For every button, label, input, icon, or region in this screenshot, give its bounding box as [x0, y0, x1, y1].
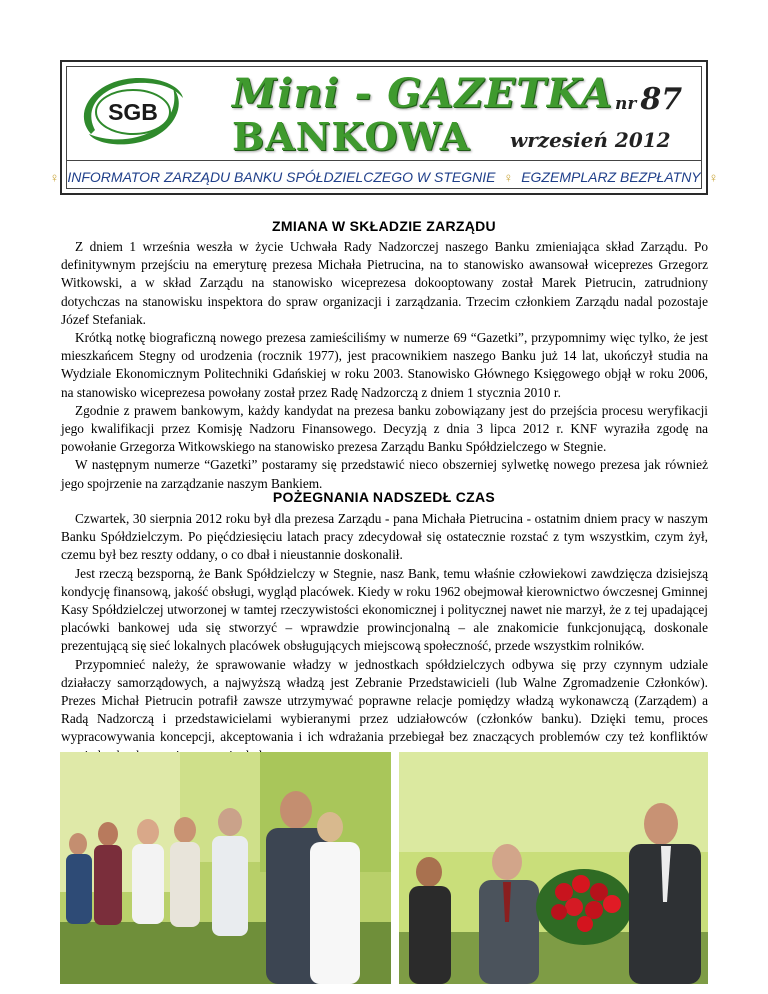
- sgb-logo: [77, 74, 187, 148]
- article2-body: [61, 510, 708, 765]
- article2-paragraph: Jest rzeczą bezsporną, że Bank Spółdzielczy w Stegnie, nasz Bank, temu właśnie człowiekowi zawdzięcza dzisiejszą kondycję finansową, jakość obsługi, wygląd placówek. Kiedy w roku 1962 obejmował kierownictwo ówczesnej Gminnej Kasy Spółdzielczej utworzonej w tamtej rzeczywistości ekonomicznej i politycznej nawet nie marzył, że z tej upadającej placówki bankowej uda się stworzyć – wprawdzie prowincjonalną – ale znakomicie funkcjonującą, doskonale prezentującą się sieć lokalnych placówek obsługujących miejscową społeczność, przede wszystkim rolników.: [61, 565, 708, 654]
- masthead-divider: [66, 160, 702, 161]
- issue-number-label: nr: [615, 94, 637, 114]
- article1-paragraph: Z dniem 1 września weszła w życie Uchwała Rady Nadzorczej naszego Banku zmieniająca skład Zarządu. Po definitywnym przejściu na emeryturę prezesa Michała Pietrucina, na to stanowisko awansował wiceprezes Grzegorz Witkowski, a w skład Zarządu na stanowisko wiceprezesa dokooptowany został Marek Pietrucin, zatrudniony dotychczas na stanowisku inspektora do spraw organizacji i zarządzania. Trzecim członkiem Zarządu nadal pozostaje Józef Stefaniak.: [61, 239, 708, 327]
- subtitle-free-copy: EGZEMPLARZ BEZPŁATNY: [521, 169, 701, 185]
- article1-paragraph: Krótką notkę biograficzną nowego prezesa zamieściliśmy w numerze 69 “Gazetki”, przypomnimy więc tylko, że jest mieszkańcem Stegny od urodzenia (rocznik 1977), jest pracownikiem naszego Banku już 14 lat, ukończył studia na Wydziale Ekonomicznym Politechniki Gdańskiej w roku 2003. Stanowisko Głównego Księgowego objął w roku 2006, na stanowisko wiceprezesa powołany został przez Radę Nadzorczą z dniem 1 stycznia 2010 r.: [61, 330, 708, 400]
- issue-date: wrzesień 2012: [510, 128, 671, 152]
- article1-title: ZMIANA W SKŁADZIE ZARZĄDU: [272, 218, 496, 234]
- article2-paragraph: Czwartek, 30 sierpnia 2012 roku był dla prezesa Zarządu - pana Michała Pietrucina - ostatnim dniem pracy w naszym Banku Spółdzielczym. Po pięćdziesięciu latach pracy zdecydował się ostatecznie rozstać z tym wszystkim, czym żył, czemu był bez reszty oddany, o co dbał i nieustannie doskonalił.: [61, 511, 708, 563]
- logo-text: SGB: [108, 99, 158, 125]
- article1-paragraph: W następnym numerze “Gazetki” postaramy się przedstawić nieco obszerniej sylwetkę nowego prezesa jak również jego spojrzenie na zarządzanie naszym Bankiem.: [61, 457, 708, 491]
- article2-title: POŻEGNANIA NADSZEDŁ CZAS: [272, 489, 496, 505]
- subtitle-publisher: INFORMATOR ZARZĄDU BANKU SPÓŁDZIELCZEGO W STEGNIE: [67, 169, 496, 185]
- ornament-icon: ♀: [503, 169, 514, 185]
- article1-body: [61, 238, 708, 493]
- newspaper-title-line2: BANKOWA: [232, 114, 471, 159]
- article1-paragraph: Zgodnie z prawem bankowym, każdy kandydat na prezesa banku zobowiązany jest do przejścia procesu weryfikacji jego kwalifikacji przez Komisję Nadzoru Finansowego. Decyzją z dnia 3 lipca 2012 r. KNF wyraziła zgodę na powołanie Grzegorza Witkowskiego na stanowisko prezesa Zarządu Banku Spółdzielczego w Stegnie.: [61, 402, 708, 455]
- ornament-icon: ♀: [49, 169, 60, 185]
- article2-paragraph: Przypomnieć należy, że sprawowanie władzy w jednostkach spółdzielczych odbywa się przy czynnym udziale działaczy samorządowych, a najwyższą władzą jest Zebranie Przedstawicieli (lub Walne Zgromadzenie Członków). Prezes Michał Pietrucin potrafił zawsze utrzymywać poprawne relacje pomiędzy władzą wykonawczą (Zarządem) a Radą Nadzorczą i przedstawicielami wybieranymi przez udziałowców (członków banku). Dzięki temu, proces wypracowywania koncepcji, akceptowania i ich wdrażania przebiegał bez znaczących problemów czy też konfliktów: [61, 656, 708, 745]
- issue-number: [615, 82, 682, 117]
- newspaper-title-line1: Mini - GAZETKA: [232, 70, 614, 117]
- masthead: [49, 60, 719, 195]
- issue-number-value: 87: [640, 82, 683, 117]
- photo-farewell-greetings: [60, 752, 391, 984]
- ornament-icon: ♀: [708, 169, 719, 185]
- masthead-subtitle-bar: [49, 166, 719, 188]
- photo-flowers-ceremony: [399, 752, 708, 984]
